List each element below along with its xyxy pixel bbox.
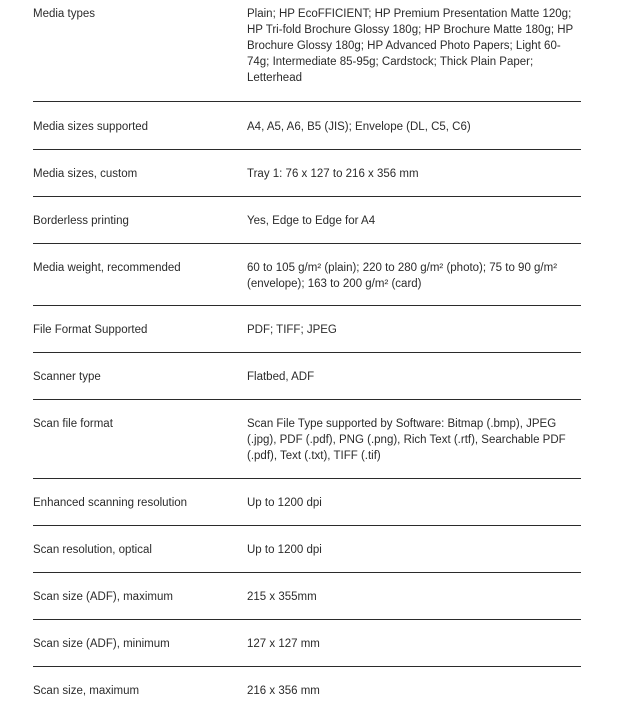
spec-label: Scan size (ADF), minimum — [33, 638, 170, 650]
spec-value: 60 to 105 g/m² (plain); 220 to 280 g/m² (photo); 75 to 90 g/m² (envelope); 163 to 200 g/m² (card) — [247, 262, 558, 290]
spec-row-scanner-type — [33, 353, 581, 400]
spec-row-scan-size-adf-minimum — [33, 620, 581, 667]
spec-row-media-weight — [33, 244, 581, 306]
spec-label: Media types — [33, 8, 96, 20]
spec-row-enhanced-scanning-resolution — [33, 479, 581, 526]
spec-value: Tray 1: 76 x 127 to 216 x 356 mm — [247, 168, 419, 180]
spec-label: Scan size (ADF), maximum — [33, 591, 173, 603]
spec-row-media-types — [33, 0, 581, 102]
spec-row-media-sizes-supported — [33, 102, 581, 150]
spec-row-scan-resolution-optical — [33, 526, 581, 573]
spec-label: Media sizes supported — [33, 121, 149, 133]
spec-row-borderless-printing — [33, 197, 581, 244]
spec-value: A4, A5, A6, B5 (JIS); Envelope (DL, C5, C6) — [247, 121, 471, 133]
spec-row-scan-file-format — [33, 400, 581, 479]
spec-label: Media sizes, custom — [33, 168, 138, 180]
spec-value: 127 x 127 mm — [247, 638, 320, 650]
spec-value: 216 x 356 mm — [247, 685, 320, 697]
spec-row-media-sizes-custom — [33, 150, 581, 197]
spec-value: Up to 1200 dpi — [247, 544, 322, 556]
spec-label: Scan resolution, optical — [33, 544, 152, 556]
spec-row-scan-size-adf-maximum — [33, 573, 581, 620]
spec-row-scan-size-maximum — [33, 667, 581, 707]
spec-value: Scan File Type supported by Software: Bitmap (.bmp), JPEG (.jpg), PDF (.pdf), PNG (.png), Rich Text (.rtf), Searchable PDF (.pdf), Text (.txt), TIFF (.tif) — [247, 418, 566, 462]
spec-label: File Format Supported — [33, 324, 148, 336]
spec-value: Flatbed, ADF — [247, 371, 315, 383]
spec-label: Borderless printing — [33, 215, 129, 227]
spec-label: Enhanced scanning resolution — [33, 497, 188, 509]
spec-row-file-format — [33, 306, 581, 353]
spec-label: Scan file format — [33, 418, 113, 430]
spec-table — [33, 0, 581, 707]
spec-value: Up to 1200 dpi — [247, 497, 322, 509]
spec-label: Scan size, maximum — [33, 685, 140, 697]
spec-label: Scanner type — [33, 371, 101, 383]
spec-value: PDF; TIFF; JPEG — [247, 324, 337, 336]
spec-label: Media weight, recommended — [33, 262, 181, 274]
spec-value: 215 x 355mm — [247, 591, 317, 603]
spec-value: Yes, Edge to Edge for A4 — [247, 215, 376, 227]
spec-value: Plain; HP EcoFFICIENT; HP Premium Presentation Matte 120g; HP Tri-fold Brochure Glossy 180g; HP Brochure Matte 180g; HP Brochure Glossy 180g; HP Advanced Photo Papers; Light 60-74g; Intermediate 85-95g; Cardstock; Thick Plain Paper; Letterhead — [247, 8, 573, 84]
